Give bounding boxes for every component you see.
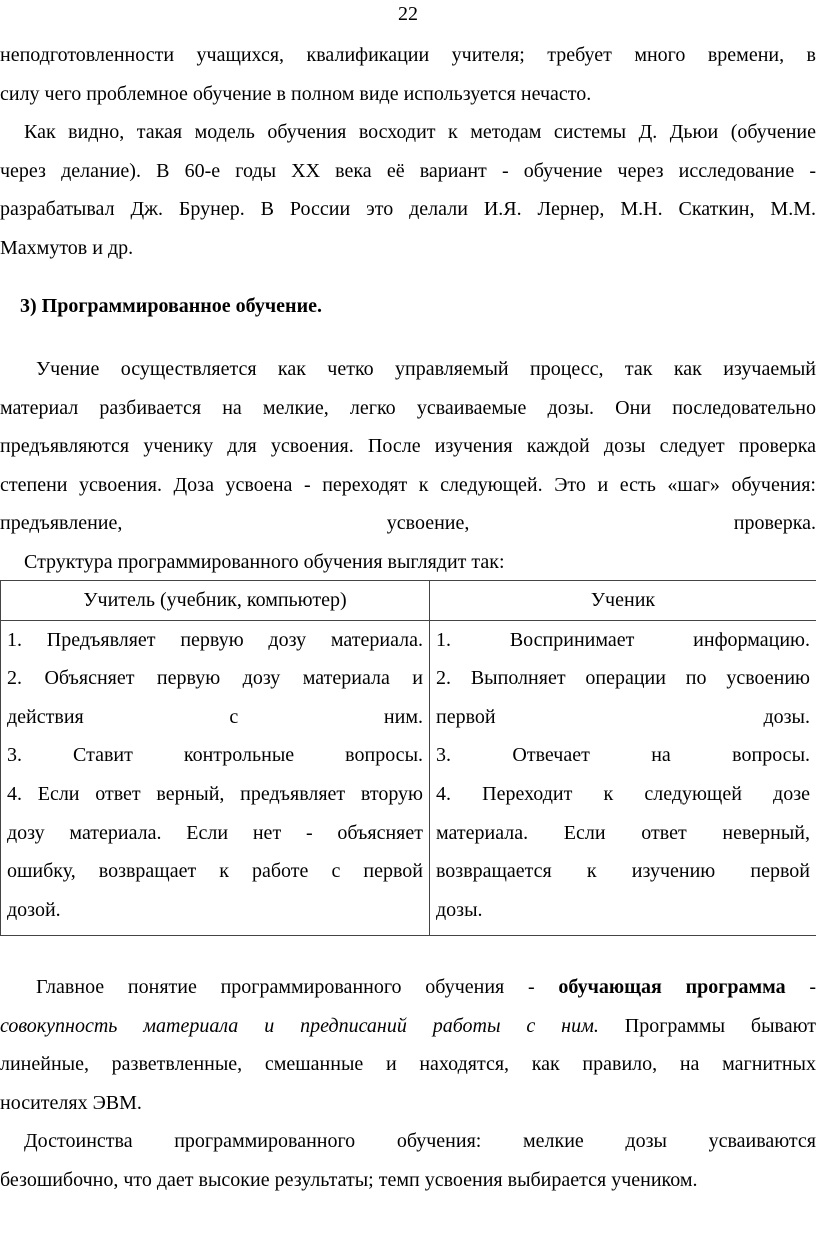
text-line: предъявление, усвоение, проверка. — [0, 512, 816, 534]
paragraph-continuation — [0, 36, 816, 113]
cell-line: дозой. — [7, 898, 61, 921]
text-line: Учение осуществляется как четко управляемый процесс, так как изучаемый — [36, 358, 816, 380]
text-line: безошибочно, что дает высокие результаты; темп усвоения выбирается учеником. — [0, 1168, 698, 1191]
column-header-student: Ученик — [430, 581, 816, 621]
text-line — [0, 968, 816, 1007]
cell-line: 4. Если ответ верный, предъявляет вторую — [7, 782, 423, 805]
cell-line: дозу материала. Если нет - объясняет — [7, 821, 423, 844]
table-row — [1, 620, 816, 936]
text-line: Как видно, такая модель обучения восходит к методам системы Д. Дьюи (обучение — [24, 121, 816, 143]
text-line: линейные, разветвленные, смешанные и находятся, как правило, на магнитных — [0, 1053, 816, 1075]
cell-line: действия с ним. — [7, 705, 423, 728]
text-segment: Программы бывают — [598, 1014, 816, 1037]
paragraph-programmed-learning — [0, 350, 816, 581]
student-cell — [430, 620, 816, 936]
text-line: Махмутов и др. — [0, 236, 134, 259]
cell-line: 1. Предъявляет первую дозу материала. — [7, 628, 423, 651]
text-line: через делание). В 60-е годы XX века её вариант - обучение через исследование - — [0, 159, 816, 182]
cell-line: 2. Объясняет первую дозу материала и — [7, 667, 423, 690]
cell-line: ошибку, возвращает к работе с первой — [7, 860, 423, 883]
text-line: материал разбивается на мелкие, легко усваиваемые дозы. Они последовательно — [0, 396, 816, 419]
cell-line: 3. Отвечает на вопросы. — [436, 744, 810, 767]
text-line: силу чего проблемное обучение в полном виде используется нечасто. — [0, 82, 592, 105]
column-header-teacher: Учитель (учебник, компьютер) — [1, 581, 430, 621]
cell-line: 1. Воспринимает информацию. — [436, 628, 810, 651]
section-heading-wrapper — [0, 287, 816, 326]
cell-line: 4. Переходит к следующей дозе — [436, 782, 810, 805]
text-line: степени усвоения. Доза усвоена - переходят к следующей. Это и есть «шаг» обучения: — [0, 473, 816, 496]
page-number: 22 — [398, 3, 418, 25]
text-segment: - — [785, 976, 816, 998]
text-line: Достоинства программированного обучения: мелкие дозы усваиваются — [24, 1130, 816, 1152]
definition-text: совокупность материала и предписаний работы с ним. — [0, 1014, 599, 1037]
text-line: предъявляются ученику для усвоения. После изучения каждой дозы следует проверка — [0, 435, 816, 457]
text-segment: Главное понятие программированного обучения - — [36, 976, 559, 998]
structure-intro: Структура программированного обучения выглядит так: — [24, 550, 505, 573]
teacher-cell — [1, 620, 430, 936]
cell-line: дозы. — [436, 898, 483, 921]
structure-table — [0, 580, 816, 936]
text-line: неподготовленности учащихся, квалификации учителя; требует много времени, в — [0, 44, 816, 66]
paragraph-advantages — [0, 1122, 816, 1199]
key-term: обучающая программа — [558, 976, 786, 998]
section-heading: 3) Программированное обучение. — [20, 295, 322, 317]
cell-line: 2. Выполняет операции по усвоению — [436, 667, 810, 690]
text-line: разрабатывал Дж. Брунер. В России это делали И.Я. Лернер, М.Н. Скаткин, М.М. — [0, 198, 816, 220]
table-header-row — [1, 581, 816, 621]
text-line: носителях ЭВМ. — [0, 1091, 142, 1114]
text-line — [0, 1007, 816, 1046]
cell-line: возвращается к изучению первой — [436, 860, 810, 883]
cell-line: материала. Если ответ неверный, — [436, 821, 810, 844]
cell-line: первой дозы. — [436, 705, 810, 728]
paragraph-training-program — [0, 968, 816, 1122]
cell-line: 3. Ставит контрольные вопросы. — [7, 744, 423, 767]
paragraph-dewey — [0, 113, 816, 267]
